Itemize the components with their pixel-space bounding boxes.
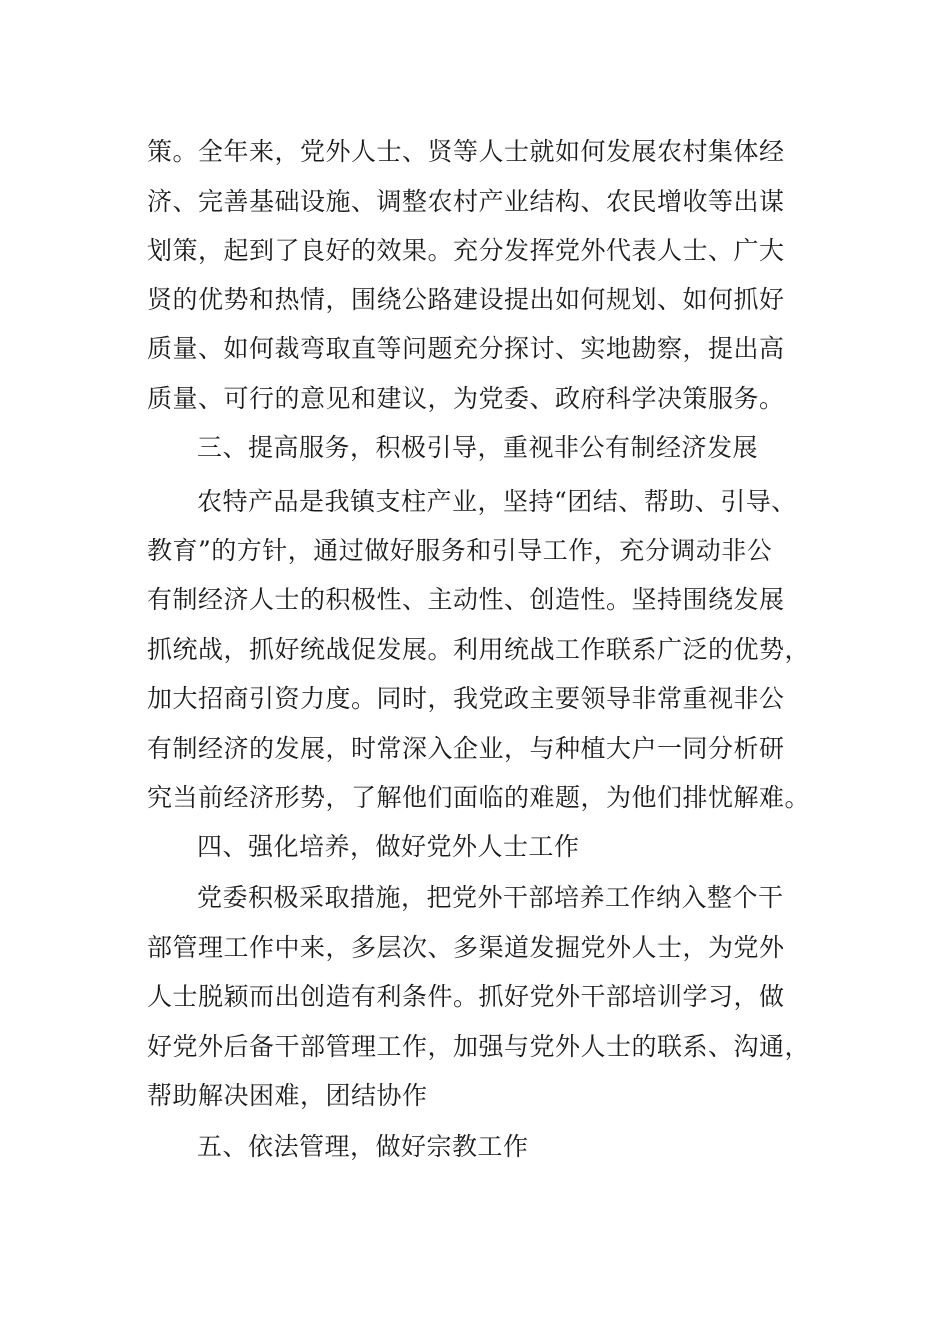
paragraph-line: 有制经济的发展，时常深入企业，与种植大户一同分析研 [147,734,785,763]
paragraph-line: 部管理工作中来，多层次、多渠道发掘党外人士，为党外 [147,933,785,962]
paragraph-line: 抓统战，抓好统战促发展。利用统战工作联系广泛的优势， [147,635,811,664]
paragraph-line: 党委积极采取措施，把党外干部培养工作纳入整个干 [197,883,784,912]
paragraph-line: 济、完善基础设施、调整农村产业结构、农民增收等出谋 [147,187,785,216]
paragraph-line: 质量、可行的意见和建议，为党委、政府科学决策服务。 [147,384,785,413]
paragraph-line: 教育”的方针，通过做好服务和引导工作，充分调动非公 [147,536,773,565]
section-heading: 三、提高服务，积极引导，重视非公有制经济发展 [197,433,759,462]
section-heading: 四、强化培养，做好党外人士工作 [197,832,580,861]
paragraph-line: 贤的优势和热情，围绕公路建设提出如何规划、如何抓好 [147,285,785,314]
paragraph-line: 策。全年来，党外人士、贤等人士就如何发展农村集体经 [147,137,785,166]
paragraph-line: 究当前经济形势，了解他们面临的难题，为他们排忧解难。 [147,783,811,812]
paragraph-line: 农特产品是我镇支柱产业，坚持“团结、帮助、引导、 [197,487,797,516]
paragraph-line: 有制经济人士的积极性、主动性、创造性。坚持围绕发展 [147,585,785,614]
paragraph-line: 质量、如何裁弯取直等问题充分探讨、实地勘察，提出高 [147,334,785,363]
paragraph-line: 加大招商引资力度。同时，我党政主要领导非常重视非公 [147,684,785,713]
paragraph-line: 人士脱颖而出创造有利条件。抓好党外干部培训学习，做 [147,982,785,1011]
paragraph-line: 帮助解决困难，团结协作 [147,1081,428,1110]
paragraph-line: 好党外后备干部管理工作，加强与党外人士的联系、沟通， [147,1032,811,1061]
paragraph-line: 划策，起到了良好的效果。充分发挥党外代表人士、广大 [147,236,785,265]
section-heading: 五、依法管理，做好宗教工作 [197,1132,529,1161]
